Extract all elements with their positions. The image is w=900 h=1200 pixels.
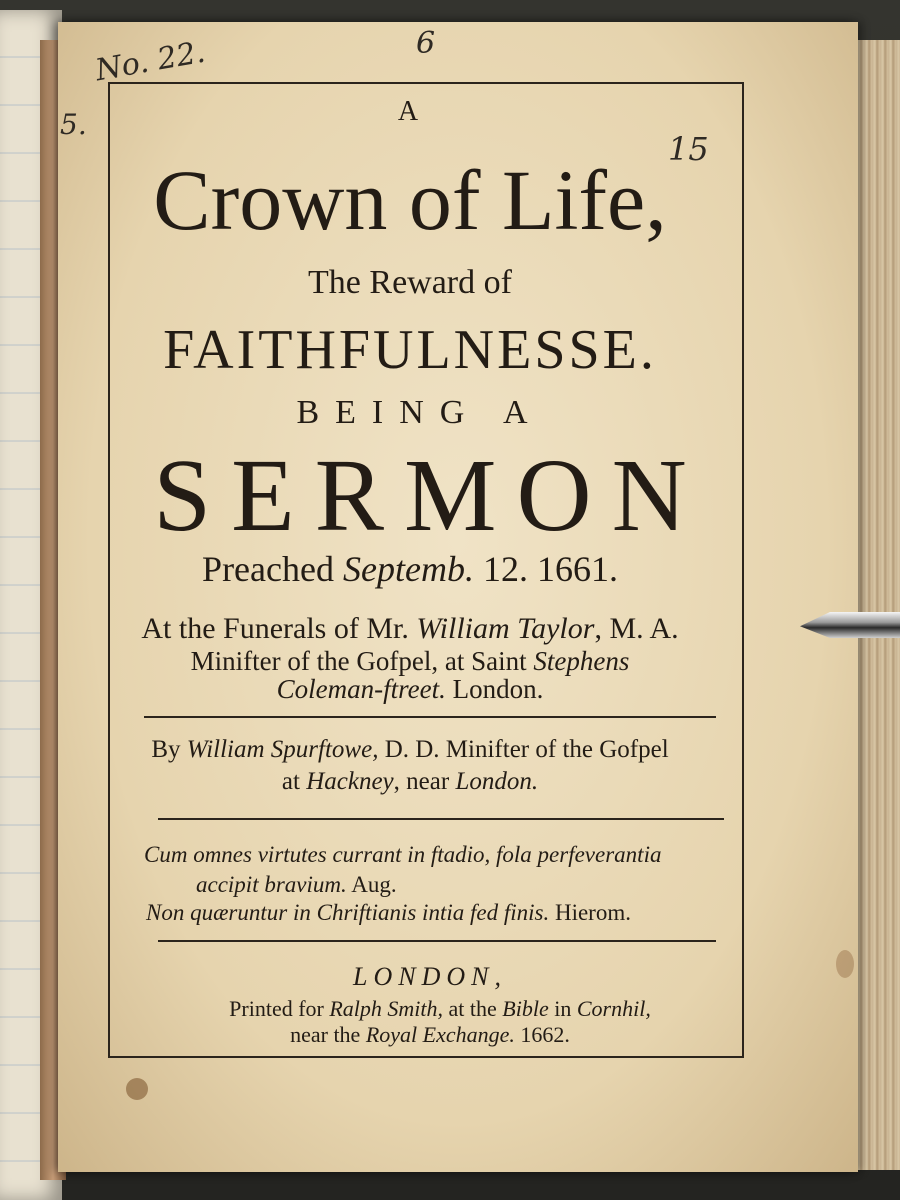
title-article: A xyxy=(397,96,423,127)
epigraph-line-1: Cum omnes virtutes currant in ftadio, fola perfeverantia xyxy=(144,842,662,867)
epigraph-3-text: Non quæruntur in Chriftianis intia fed finis. xyxy=(146,900,550,925)
preached-line xyxy=(0,548,860,590)
imprint-printed-for: Printed for xyxy=(229,996,324,1021)
preached-month: Septemb. xyxy=(342,549,474,589)
imprint-bible: Bible xyxy=(502,996,549,1021)
minister-line xyxy=(0,646,860,677)
being-line: BEING A xyxy=(296,394,544,431)
handwritten-page-number: 6 xyxy=(416,26,436,61)
epigraph-2-source: Aug. xyxy=(351,872,397,897)
imprint-at-the: at the xyxy=(448,996,497,1021)
imprint-city: LONDON, xyxy=(353,962,507,991)
imprint-printer: Ralph Smith, xyxy=(329,996,444,1021)
author-place2: London. xyxy=(455,768,539,795)
foxing-stain xyxy=(126,1078,148,1100)
handwritten-number: No. 22. xyxy=(92,34,208,89)
imprint-cornhil: Cornhil, xyxy=(576,996,651,1021)
author-at: at xyxy=(281,768,300,795)
subject: FAITHFULNESSE. xyxy=(163,319,657,381)
rule-1 xyxy=(144,716,716,718)
preached-date: 12. 1661. xyxy=(482,549,618,589)
subtitle: The Reward of xyxy=(308,264,512,301)
minister-church: Stephens xyxy=(533,646,630,676)
street-line xyxy=(0,674,860,705)
title-main: Crown of Life, xyxy=(153,152,667,248)
author-place: Hackney xyxy=(306,768,394,795)
author-name: William Spurftowe, xyxy=(186,736,379,763)
funerals-line xyxy=(0,612,860,646)
author-by: By xyxy=(151,736,181,763)
rule-2 xyxy=(158,818,724,820)
imprint-near-the: near the xyxy=(290,1022,361,1047)
epigraph-line-2 xyxy=(196,872,696,898)
funerals-prefix: At the Funerals of Mr. xyxy=(141,612,409,645)
author-place-line xyxy=(0,768,860,796)
epigraph-line-3 xyxy=(146,900,746,926)
epigraph-3-source: Hierom. xyxy=(554,900,631,925)
funerals-name: William Taylor xyxy=(416,612,595,645)
rule-3 xyxy=(158,940,716,942)
handwritten-margin-number: 5. xyxy=(60,108,87,141)
author-title: D. D. Minifter of the Gofpel xyxy=(384,736,669,763)
author-near: , near xyxy=(393,768,450,795)
handwritten-title-number: 15 xyxy=(668,130,709,168)
imprint-exchange: Royal Exchange. xyxy=(365,1022,515,1047)
street-name: Coleman-ftreet. xyxy=(276,674,446,704)
preached-word: Preached xyxy=(202,549,334,589)
author-line xyxy=(0,736,860,764)
minister-text: Minifter of the Gofpel, at Saint xyxy=(190,646,527,676)
imprint-in: in xyxy=(554,996,572,1021)
imprint-line-1 xyxy=(0,996,890,1022)
imprint-line-2 xyxy=(0,1022,880,1048)
street-city: London. xyxy=(452,674,544,704)
imprint-year: 1662. xyxy=(520,1022,570,1047)
funerals-suffix: , M. A. xyxy=(594,612,679,645)
epigraph-2-text: accipit bravium. xyxy=(196,872,347,897)
sermon-heading: SERMON xyxy=(153,438,707,553)
